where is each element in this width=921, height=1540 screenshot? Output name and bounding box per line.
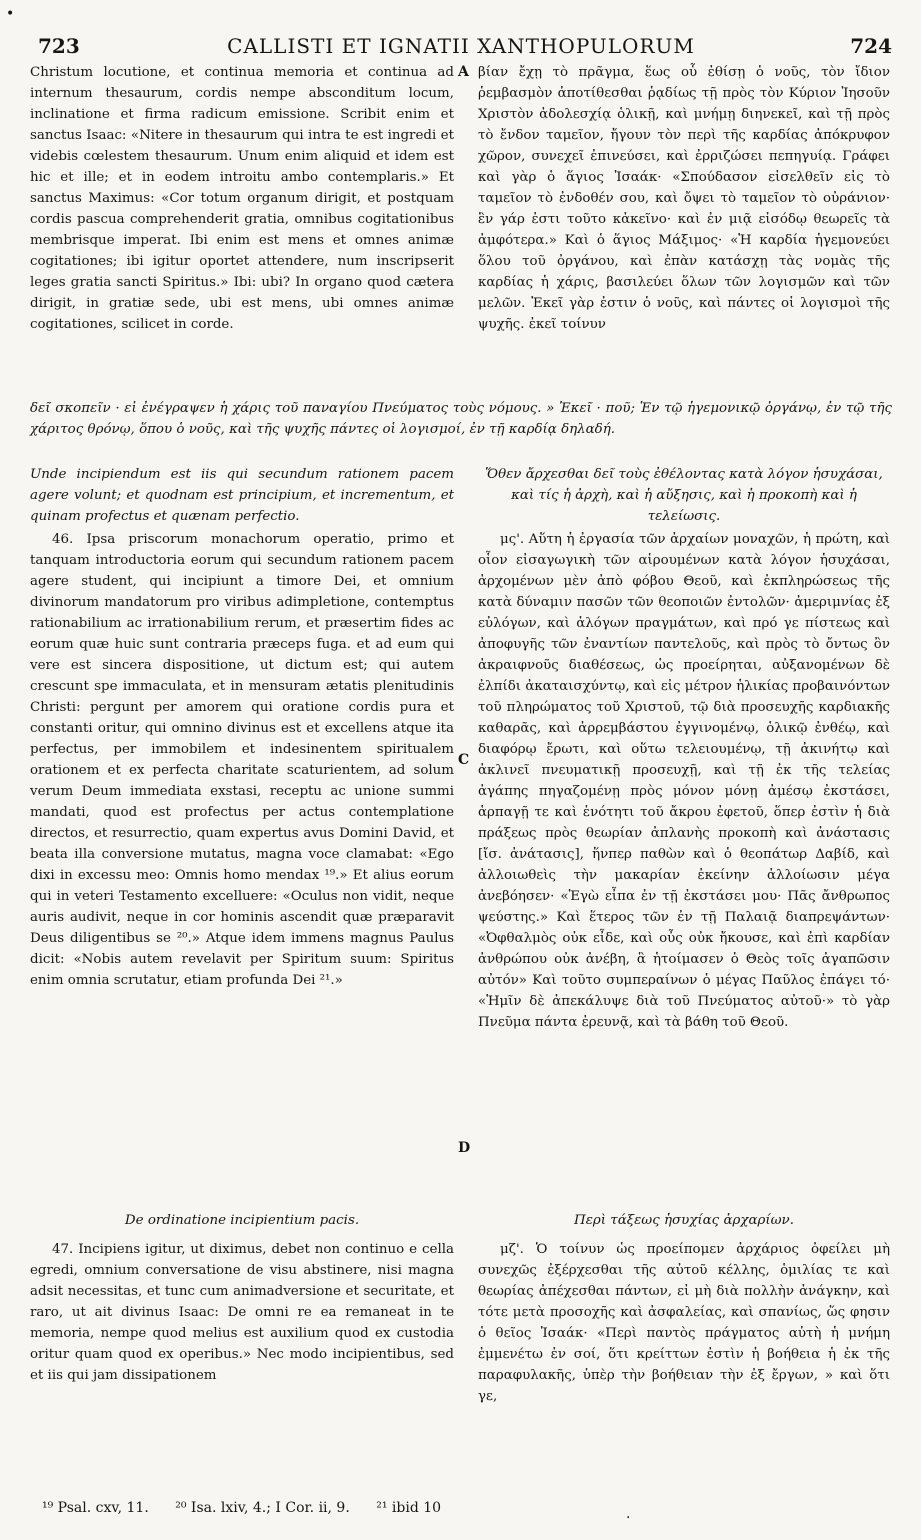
footnote-19: ¹⁹ Psal. cxv, 11. bbox=[42, 1500, 149, 1516]
greek-section47-heading: Περὶ τάξεως ἡσυχίας ἀρχαρίων. bbox=[574, 1213, 794, 1228]
page-header bbox=[30, 34, 892, 58]
footnote-21: ²¹ ibid 10 bbox=[376, 1500, 442, 1516]
greek-section47 bbox=[478, 1210, 890, 1407]
latin-column-top bbox=[30, 62, 454, 335]
greek-section46-title bbox=[478, 464, 890, 527]
page-number-left: 723 bbox=[38, 34, 80, 58]
greek-paragraph-47: μζ'. Ὁ τοίνυν ὡς προείπομεν ἀρχάριος ὀφείλει μὴ συνεχῶς ἐξέρχεσθαι τῆς αὐτοῦ κέλλης, ὁμιλίας τε καὶ θεωρίας ἀπέχεσθαι πάντων, εἰ μὴ διὰ πολλὴν ἀνάγκην, καὶ τότε μετὰ προσοχῆς καὶ ἀσφαλείας, καὶ σπανίως, ὥς φησιν ὁ θεῖος Ἰσαάκ· «Περὶ παντὸς πράγματος αὐτὴ ἡ μνήμη ἐμμενέτω ἐν σοί, ὅτι κρείττων ἐστὶν ἡ βοήθεια ἡ ἐκ τῆς παραφυλακῆς, ὑπὲρ τὴν βοήθειαν τὴν ἐξ ἔργων, » καὶ ὅτι γε, bbox=[478, 1242, 890, 1404]
greek-column-top bbox=[478, 62, 890, 335]
latin-section47-heading: De ordinatione incipientium pacis. bbox=[124, 1213, 360, 1228]
greek-paragraph-46: μς'. Αὕτη ἡ ἐργασία τῶν ἀρχαίων μοναχῶν, ἡ πρώτη, καὶ οἷον εἰσαγωγικὴ τῶν αἱρουμένων κατὰ λόγον ἡσυχάσαι, ἀρχομένων μὲν ἀπὸ φόβου Θεοῦ, καὶ ἐκπληρώσεως τῆς κατὰ δύναμιν πασῶν τῶν θεοποιῶν ἐντολῶν· ἀμεριμνίας ἐξ εὐλόγων, καὶ ἀλόγων πραγμάτων, καὶ πρό γε πίστεως καὶ ἀποφυγῆς τῶν ἐναντίων παντελοῦς, καὶ πρὸς τὸ ὄντως ὂν ἀκραιφνοῦς διαθέσεως, ὡς προείρηται, αὐξανομένων δὲ ἐλπίδι ἀκαταισχύντῳ, καὶ εἰς μέτρον ἡλικίας προβαινόντων τοῦ πληρώματος τοῦ Χριστοῦ, τῷ διὰ προσευχῆς καρδιακῆς καθαρᾶς, καὶ ἀρρεμβάστου ἐγγινομένῳ, ὁλικῷ ἐνθέῳ, καὶ διαφόρῳ ἔρωτι, καὶ οὕτω τελειουμένῳ, τῇ ἀκινήτῳ καὶ ἀκλινεῖ πνευματικῇ προσευχῇ, καὶ τῇ ἐκ τῆς τελείας ἀγάπης πηγαζομένῃ πρὸς μόνον μόνῃ ἀμέσῳ ἐκστάσει, ἁρπαγῇ τε καὶ ἑνότητι τοῦ ἄκρου ἐφετοῦ, ὅπερ ἐστὶν ἡ διὰ πράξεως πρὸς θεωρίαν ἀπλανὴς προκοπὴ καὶ ἀνάστασις [ἴσ. ἀνάτασις], ἥνπερ παθὼν καὶ ὁ θεοπάτωρ Δαβίδ, καὶ ἀλλοιωθεὶς τὴν μακαρίαν ἐκείνην ἀλλοίωσιν μέγα ἀνεβόησεν· «Ἐγὼ εἶπα ἐν τῇ ἐκστάσει μου· Πᾶς ἄνθρωπος ψεύστης.» Καὶ ἕτερος τῶν ἐν τῇ Παλαιᾷ διαπρεψάντων· «Ὀφθαλμὸς οὐκ εἶδε, καὶ οὖς οὐκ ἤκουσε, καὶ ἐπὶ καρδίαν ἀνθρώπου οὐκ ἀνέβη, ἃ ἡτοίμασεν ὁ Θεὸς τοῖς ἀγαπῶσιν αὐτόν» Καὶ τοῦτο συμπεραίνων ὁ μέγας Παῦλος ἐπάγει τό· «Ἡμῖν δὲ ἀπεκάλυψε διὰ τοῦ Πνεύματος αὐτοῦ·» τὸ γὰρ Πνεῦμα πάντα ἐρευνᾷ, καὶ τὰ βάθη τοῦ Θεοῦ. bbox=[478, 532, 890, 1030]
latin-section46-body bbox=[30, 529, 454, 991]
greek-section46-heading: Ὅθεν ἄρχεσθαι δεῖ τοὺς ἐθέλοντας κατὰ λόγον ἡσυχάσαι, καὶ τίς ἡ ἀρχὴ, καὶ ἡ αὔξησις, καὶ ἡ προκοπὴ καὶ ἡ τελείωσις. bbox=[485, 467, 883, 524]
page-number-right: 724 bbox=[850, 34, 892, 58]
footnotes bbox=[42, 1500, 802, 1516]
page-mark: • bbox=[6, 6, 15, 22]
latin-paragraph-47: 47. Incipiens igitur, ut diximus, debet non continuo e cella egredi, omnium conversatione de visu abstinere, nisi magna adsit necessitas, et tunc cum animadversione et securitate, et raro, ut ait divinus Isaac: De omni re ea remaneat in te memoria, nempe quod melius est auxilium quod ex custodia oritur quam quod ex operibus.» Nec modo incipientibus, sed et iis qui jam dissipationem bbox=[30, 1242, 454, 1383]
latin-section46-heading: Unde incipiendum est iis qui secundum rationem pacem agere volunt; et quodnam est principium, et incrementum, et quinam profectus et quænam perfectio. bbox=[30, 467, 454, 524]
running-title: CALLISTI ET IGNATII XANTHOPULORUM bbox=[227, 34, 695, 58]
greek-section46-body bbox=[478, 529, 890, 1033]
page-mark-bottom: · bbox=[626, 1510, 631, 1526]
latin-section47 bbox=[30, 1210, 454, 1386]
latin-section46-title bbox=[30, 464, 454, 527]
latin-paragraph-1: Christum locutione, et continua memoria et continua ad internum thesaurum, cordis nempe absconditum locum, inclinatione et firma radicum emissione. Scribit enim et sanctus Isaac: «Nitere in thesaurum qui intra te est ingredi et videbis cœlestem thesaurum. Unum enim aliquid et idem est hic et ille; et in eodem introitu ambo contemplaris.» Et sanctus Maximus: «Cor totum organum dirigit, et postquam cordis pascua comprehenderit gratia, omnibus cogitationibus membrisque imperat. Ibi enim est mens et omnes animæ cogitationes; ibi igitur oportet attendere, num inscripserit leges gratia sancti Spiritus.» Ibi: ubi? In organo quod cætera dirigit, in gratiæ sede, ubi est mens, ubi omnes animæ cogitationes, scilicet in corde. bbox=[30, 65, 454, 332]
margin-marker-d: D bbox=[458, 1140, 471, 1156]
footnote-20: ²⁰ Isa. lxiv, 4.; I Cor. ii, 9. bbox=[175, 1500, 350, 1516]
margin-marker-a: A bbox=[458, 64, 469, 80]
fullwidth-greek-continuation: δεῖ σκοπεῖν · εἰ ἐνέγραψεν ἡ χάρις τοῦ παναγίου Πνεύματος τοὺς νόμους. » Ἐκεῖ · ποῦ; Ἐν τῷ ἡγεμονικῷ ὀργάνῳ, ἐν τῷ τῆς χάριτος θρόνῳ, ὅπου ὁ νοῦς, καὶ τῆς ψυχῆς πάντες οἱ λογισμοί, ἐν τῇ καρδίᾳ δηλαδή. bbox=[30, 401, 892, 437]
latin-paragraph-46: 46. Ipsa priscorum monachorum operatio, primo et tanquam introductoria eorum qui secundum rationem pacem agere student, qui incipiunt a timore Dei, et omnium divinorum mandatorum pro viribus adimpletione, contemptus rationabilium ac irrationabilium rerum, et præsertim fides ac eorum quæ huic sunt contraria præceps fuga. et ad eum qui vere est sincera dispositione, ut dictum est; qui autem crescunt spe immaculata, et in mensuram ætatis plenitudinis Christi: pergunt per amorem qui oratione cordis pura et constanti oritur, qui omnino divinus est et excellens atque ita perfectus, per immobilem et indesinentem spiritualem orationem et ex perfecta charitate scaturientem, ad solum verum Deum immediata exstasi, receptu ac unione summi mandati, quod est profectus per actus contemplatione directos, et resurrectio, quam expertus avus Domini David, et beata illa conversione mutatus, magna voce clamabat: «Ego dixi in excessu meo: Omnis homo mendax ¹⁹.» Et alius eorum qui in veteri Testamento excelluere: «Oculus non vidit, neque auris audivit, neque in cor hominis ascendit quæ præparavit Deus diligentibus se ²⁰.» Atque idem immens magnus Paulus dicit: «Nobis autem revelavit per Spiritum suum: Spiritus enim omnia scrutatur, etiam profunda Dei ²¹.» bbox=[30, 532, 454, 988]
greek-paragraph-1: βίαν ἔχῃ τὸ πρᾶγμα, ἕως οὗ ἐθίσῃ ὁ νοῦς, τὸν ἴδιον ῥεμβασμὸν ἀποτίθεσθαι ῥᾳδίως τῇ πρὸς τὸν Κύριον Ἰησοῦν Χριστὸν ἀδολεσχίᾳ ὁλικῇ, καὶ μνήμῃ διηνεκεῖ, καὶ τῇ πρὸς τὸ ἔνδον ταμεῖον, ἤγουν τὸν περὶ τῆς καρδίας ἀπόκρυφον χῶρον, συνεχεῖ ἐπινεύσει, καὶ ἐρριζώσει πεπηγυίᾳ. Γράφει καὶ γὰρ ὁ ἅγιος Ἰσαάκ· «Σπούδασον εἰσελθεῖν εἰς τὸ ταμεῖον τὸ ἐνδοθέν σου, καὶ ὄψει τὸ ταμεῖον τὸ οὐράνιον· ἓν γάρ ἐστι τοῦτο κἀκεῖνο· καὶ ἐν μιᾷ εἰσόδῳ θεωρεῖς τὰ ἀμφότερα.» Καὶ ὁ ἅγιος Μάξιμος· «Ἡ καρδία ἡγεμονεύει ὅλου τοῦ ὀργάνου, καὶ ἐπὰν κατάσχῃ τὰς νομὰς τῆς καρδίας ἡ χάρις, βασιλεύει ὅλων τῶν λογισμῶν καὶ τῶν μελῶν. Ἐκεῖ γὰρ ἐστιν ὁ νοῦς, καὶ πάντες οἱ λογισμοὶ τῆς ψυχῆς. ἐκεῖ τοίνυν bbox=[478, 65, 890, 332]
margin-marker-c: C bbox=[458, 752, 470, 768]
